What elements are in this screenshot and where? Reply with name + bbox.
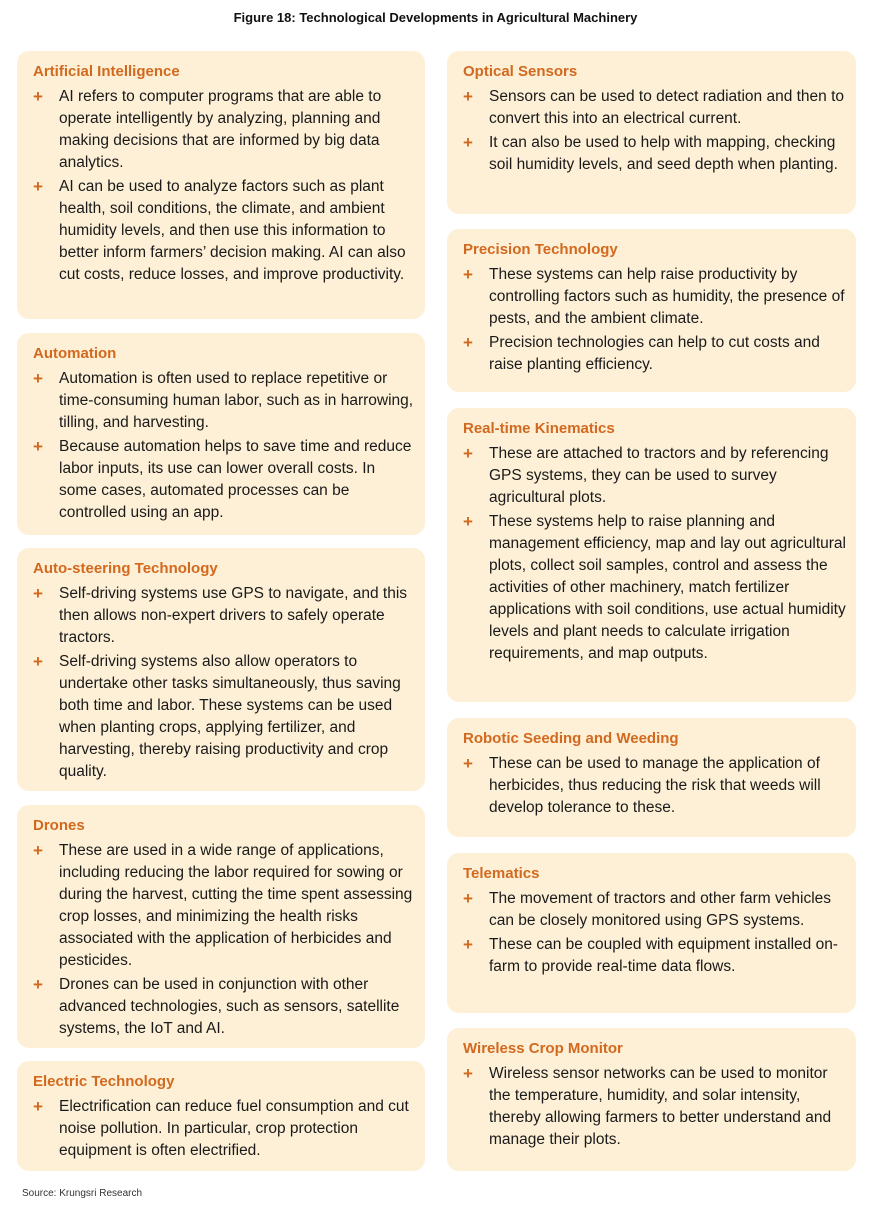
plus-icon: + [463, 889, 473, 908]
figure-title: Figure 18: Technological Developments in Agricultural Machinery [233, 10, 638, 25]
card-robotic-seeding-and-weeding [447, 718, 856, 837]
list-item: + Self-driving systems use GPS to navigate, and this then allows non-expert drivers to safely operate tractors. [33, 584, 408, 646]
plus-icon: + [33, 437, 43, 456]
plus-icon: + [33, 87, 43, 106]
list-item: + AI refers to computer programs that are able to operate intelligently by analyzing, planning and making decisions that are informed by big data analytics. [33, 87, 382, 171]
card-heading: Drones [33, 817, 85, 834]
card-precision-technology [447, 229, 856, 392]
plus-icon: + [463, 935, 473, 954]
list-item: + AI can be used to analyze factors such as plant health, soil conditions, the climate, and ambient humidity levels, and then use this information to better inform farmers’ decision making. AI can also cut costs, reduce losses, and improve productivity. [33, 177, 406, 283]
card-wireless-crop-monitor [447, 1028, 856, 1171]
plus-icon: + [33, 841, 43, 860]
list-item: + Self-driving systems also allow operators to undertake other tasks simultaneously, thus saving both time and labor. These systems can be used when planting crops, applying fertilizer, and harvesting, thereby raising productivity and crop quality. [33, 652, 401, 780]
plus-icon: + [33, 1097, 43, 1116]
card-heading: Auto-steering Technology [33, 560, 218, 577]
plus-icon: + [463, 333, 473, 352]
plus-icon: + [463, 1064, 473, 1083]
plus-icon: + [463, 512, 473, 531]
card-optical-sensors [447, 51, 856, 214]
list-item: + Precision technologies can help to cut costs and raise planting efficiency. [463, 333, 820, 373]
card-heading: Wireless Crop Monitor [463, 1040, 623, 1057]
source-note: Source: Krungsri Research [22, 1188, 143, 1199]
list-item: + It can also be used to help with mapping, checking soil humidity levels, and seed depth when planting. [463, 133, 838, 173]
list-item: + Automation is often used to replace repetitive or time-consuming human labor, such as in harrowing, tilling, and harvesting. [33, 369, 414, 431]
list-item: + Wireless sensor networks can be used to monitor the temperature, humidity, and solar intensity, thereby allowing farmers to better understand and manage their plots. [463, 1064, 832, 1148]
plus-icon: + [33, 652, 43, 671]
plus-icon: + [463, 754, 473, 773]
card-heading: Electric Technology [33, 1073, 175, 1090]
card-heading: Robotic Seeding and Weeding [463, 730, 679, 747]
card-heading: Precision Technology [463, 241, 618, 258]
list-item: + These systems can help raise productivity by controlling factors such as humidity, the presence of pests, and the ambient climate. [463, 265, 845, 327]
card-automation [17, 333, 425, 535]
plus-icon: + [463, 87, 473, 106]
card-heading: Optical Sensors [463, 63, 578, 80]
plus-icon: + [33, 177, 43, 196]
list-item: + The movement of tractors and other farm vehicles can be closely monitored using GPS systems. [463, 889, 832, 929]
card-heading: Automation [33, 345, 117, 362]
card-electric-technology [17, 1061, 425, 1171]
card-artificial-intelligence [17, 51, 425, 319]
card-heading: Real-time Kinematics [463, 420, 615, 437]
card-auto-steering-technology [17, 548, 425, 791]
list-item: + Sensors can be used to detect radiation and then to convert this into an electrical current. [463, 87, 845, 127]
plus-icon: + [33, 584, 43, 603]
list-item: + These are used in a wide range of applications, including reducing the labor required for sowing or during the harvest, cutting the time spent assessing crop losses, and minimizing the health risks associated with the application of herbicides and pesticides. [33, 841, 413, 969]
list-item: + These systems help to raise planning and management efficiency, map and lay out agricultural plots, collect soil samples, control and assess the activities of other machinery, match fertilizer applications with soil conditions, use actual humidity levels and plant needs to calculate irrigation requirements, and map outputs. [463, 512, 846, 662]
card-drones [17, 805, 425, 1048]
list-item: + Electrification can reduce fuel consumption and cut noise pollution. In particular, crop protection equipment is often electrified. [33, 1097, 409, 1159]
card-heading: Artificial Intelligence [33, 63, 180, 80]
list-item: + These are attached to tractors and by referencing GPS systems, they can be used to survey agricultural plots. [463, 444, 829, 506]
card-heading: Telematics [463, 865, 540, 882]
list-item: + Drones can be used in conjunction with other advanced technologies, such as sensors, satellite systems, the IoT and AI. [33, 975, 400, 1037]
plus-icon: + [33, 975, 43, 994]
card-telematics [447, 853, 856, 1013]
plus-icon: + [463, 265, 473, 284]
plus-icon: + [463, 133, 473, 152]
list-item: + These can be used to manage the application of herbicides, thus reducing the risk that weeds will develop tolerance to these. [463, 754, 821, 816]
plus-icon: + [463, 444, 473, 463]
list-item: + Because automation helps to save time and reduce labor inputs, its use can lower overall costs. In some cases, automated processes can be controlled using an app. [33, 437, 412, 521]
plus-icon: + [33, 369, 43, 388]
list-item: + These can be coupled with equipment installed on-farm to provide real-time data flows. [463, 935, 838, 975]
card-real-time-kinematics [447, 408, 856, 702]
